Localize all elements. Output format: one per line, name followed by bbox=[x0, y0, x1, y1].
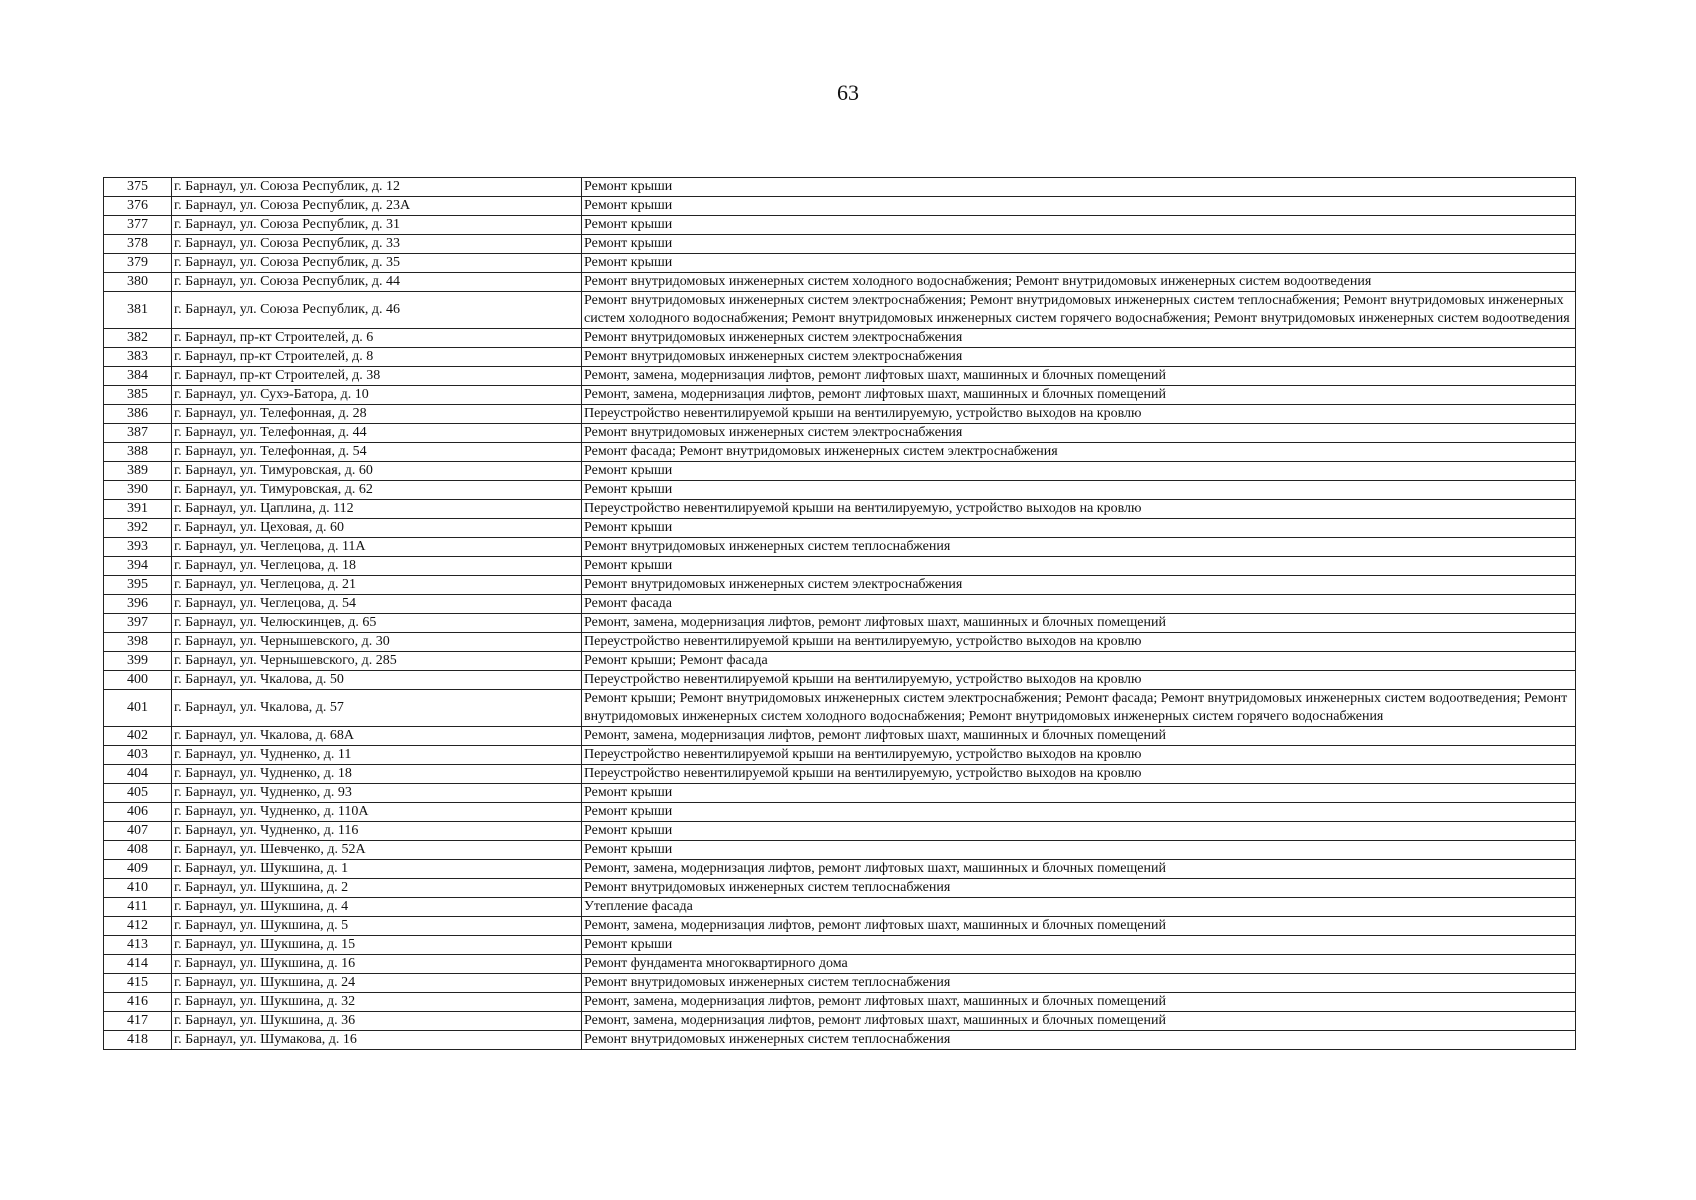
address-cell: г. Барнаул, ул. Чкалова, д. 57 bbox=[172, 690, 582, 727]
row-number-cell: 386 bbox=[104, 405, 172, 424]
row-number-cell: 403 bbox=[104, 746, 172, 765]
row-number-cell: 402 bbox=[104, 727, 172, 746]
row-number-cell: 410 bbox=[104, 879, 172, 898]
work-type-cell: Ремонт внутридомовых инженерных систем электроснабжения bbox=[582, 348, 1576, 367]
address-cell: г. Барнаул, ул. Шукшина, д. 15 bbox=[172, 936, 582, 955]
table-row bbox=[104, 254, 1576, 273]
work-type-cell: Переустройство невентилируемой крыши на вентилируемую, устройство выходов на кровлю bbox=[582, 746, 1576, 765]
address-cell: г. Барнаул, ул. Чеглецова, д. 11А bbox=[172, 538, 582, 557]
work-type-cell: Ремонт внутридомовых инженерных систем электроснабжения bbox=[582, 576, 1576, 595]
row-number-cell: 417 bbox=[104, 1012, 172, 1031]
table-row bbox=[104, 329, 1576, 348]
table-row bbox=[104, 671, 1576, 690]
table-row bbox=[104, 519, 1576, 538]
work-type-cell: Ремонт внутридомовых инженерных систем электроснабжения bbox=[582, 424, 1576, 443]
table-row bbox=[104, 974, 1576, 993]
work-type-cell: Переустройство невентилируемой крыши на вентилируемую, устройство выходов на кровлю bbox=[582, 500, 1576, 519]
work-type-cell: Ремонт крыши bbox=[582, 216, 1576, 235]
row-number-cell: 381 bbox=[104, 292, 172, 329]
work-type-cell: Переустройство невентилируемой крыши на вентилируемую, устройство выходов на кровлю bbox=[582, 671, 1576, 690]
table-row bbox=[104, 367, 1576, 386]
row-number-cell: 380 bbox=[104, 273, 172, 292]
address-cell: г. Барнаул, ул. Шукшина, д. 24 bbox=[172, 974, 582, 993]
work-type-cell: Утепление фасада bbox=[582, 898, 1576, 917]
work-type-cell: Ремонт, замена, модернизация лифтов, ремонт лифтовых шахт, машинных и блочных помещений bbox=[582, 614, 1576, 633]
row-number-cell: 392 bbox=[104, 519, 172, 538]
address-cell: г. Барнаул, ул. Союза Республик, д. 44 bbox=[172, 273, 582, 292]
work-type-cell: Ремонт крыши; Ремонт внутридомовых инженерных систем электроснабжения; Ремонт фасада; Ремонт внутридомовых инженерных систем водоотведения; Ремонт внутридомовых инженерных систем холодного водоснабжения; Ремонт внутридомовых инженерных систем горячего водоснабжения bbox=[582, 690, 1576, 727]
table-row bbox=[104, 879, 1576, 898]
row-number-cell: 396 bbox=[104, 595, 172, 614]
work-type-cell: Ремонт, замена, модернизация лифтов, ремонт лифтовых шахт, машинных и блочных помещений bbox=[582, 917, 1576, 936]
row-number-cell: 379 bbox=[104, 254, 172, 273]
table-row bbox=[104, 765, 1576, 784]
address-cell: г. Барнаул, ул. Чеглецова, д. 54 bbox=[172, 595, 582, 614]
table-row bbox=[104, 614, 1576, 633]
address-cell: г. Барнаул, ул. Телефонная, д. 54 bbox=[172, 443, 582, 462]
row-number-cell: 408 bbox=[104, 841, 172, 860]
row-number-cell: 416 bbox=[104, 993, 172, 1012]
table-row bbox=[104, 348, 1576, 367]
address-cell: г. Барнаул, ул. Шукшина, д. 1 bbox=[172, 860, 582, 879]
address-cell: г. Барнаул, ул. Чернышевского, д. 285 bbox=[172, 652, 582, 671]
address-cell: г. Барнаул, ул. Чудненко, д. 110А bbox=[172, 803, 582, 822]
work-type-cell: Ремонт внутридомовых инженерных систем электроснабжения; Ремонт внутридомовых инженерных систем теплоснабжения; Ремонт внутридомовых инженерных систем холодного водоснабжения; Ремонт внутридомовых инженерных систем горячего водоснабжения; Ремонт внутридомовых инженерных систем водоотведения bbox=[582, 292, 1576, 329]
row-number-cell: 378 bbox=[104, 235, 172, 254]
row-number-cell: 387 bbox=[104, 424, 172, 443]
table-row bbox=[104, 860, 1576, 879]
address-cell: г. Барнаул, ул. Челюскинцев, д. 65 bbox=[172, 614, 582, 633]
row-number-cell: 393 bbox=[104, 538, 172, 557]
row-number-cell: 375 bbox=[104, 178, 172, 197]
table-row bbox=[104, 784, 1576, 803]
table-row bbox=[104, 898, 1576, 917]
table-row bbox=[104, 727, 1576, 746]
row-number-cell: 399 bbox=[104, 652, 172, 671]
row-number-cell: 391 bbox=[104, 500, 172, 519]
work-type-cell: Ремонт крыши bbox=[582, 841, 1576, 860]
table-row bbox=[104, 424, 1576, 443]
work-type-cell: Ремонт крыши bbox=[582, 254, 1576, 273]
address-cell: г. Барнаул, пр-кт Строителей, д. 6 bbox=[172, 329, 582, 348]
work-type-cell: Переустройство невентилируемой крыши на вентилируемую, устройство выходов на кровлю bbox=[582, 405, 1576, 424]
work-type-cell: Ремонт крыши bbox=[582, 235, 1576, 254]
address-cell: г. Барнаул, ул. Чудненко, д. 11 bbox=[172, 746, 582, 765]
work-type-cell: Ремонт внутридомовых инженерных систем электроснабжения bbox=[582, 329, 1576, 348]
table-row bbox=[104, 273, 1576, 292]
table-row bbox=[104, 841, 1576, 860]
table-row bbox=[104, 443, 1576, 462]
address-cell: г. Барнаул, ул. Чеглецова, д. 21 bbox=[172, 576, 582, 595]
work-type-cell: Ремонт крыши bbox=[582, 197, 1576, 216]
table-row bbox=[104, 405, 1576, 424]
address-cell: г. Барнаул, ул. Цаплина, д. 112 bbox=[172, 500, 582, 519]
address-cell: г. Барнаул, ул. Шевченко, д. 52А bbox=[172, 841, 582, 860]
address-cell: г. Барнаул, ул. Чкалова, д. 50 bbox=[172, 671, 582, 690]
row-number-cell: 398 bbox=[104, 633, 172, 652]
table-row bbox=[104, 178, 1576, 197]
table-row bbox=[104, 292, 1576, 329]
work-type-cell: Ремонт, замена, модернизация лифтов, ремонт лифтовых шахт, машинных и блочных помещений bbox=[582, 367, 1576, 386]
work-type-cell: Ремонт внутридомовых инженерных систем теплоснабжения bbox=[582, 538, 1576, 557]
address-cell: г. Барнаул, ул. Шукшина, д. 4 bbox=[172, 898, 582, 917]
table-row bbox=[104, 746, 1576, 765]
address-cell: г. Барнаул, ул. Телефонная, д. 44 bbox=[172, 424, 582, 443]
table-row bbox=[104, 822, 1576, 841]
row-number-cell: 384 bbox=[104, 367, 172, 386]
row-number-cell: 400 bbox=[104, 671, 172, 690]
works-table bbox=[103, 177, 1576, 1050]
work-type-cell: Ремонт, замена, модернизация лифтов, ремонт лифтовых шахт, машинных и блочных помещений bbox=[582, 727, 1576, 746]
table-row bbox=[104, 803, 1576, 822]
page-number: 63 bbox=[837, 80, 859, 105]
address-cell: г. Барнаул, ул. Чудненко, д. 18 bbox=[172, 765, 582, 784]
row-number-cell: 404 bbox=[104, 765, 172, 784]
row-number-cell: 385 bbox=[104, 386, 172, 405]
work-type-cell: Ремонт внутридомовых инженерных систем теплоснабжения bbox=[582, 974, 1576, 993]
address-cell: г. Барнаул, ул. Союза Республик, д. 33 bbox=[172, 235, 582, 254]
address-cell: г. Барнаул, ул. Тимуровская, д. 62 bbox=[172, 481, 582, 500]
row-number-cell: 418 bbox=[104, 1031, 172, 1050]
table-row bbox=[104, 955, 1576, 974]
work-type-cell: Ремонт внутридомовых инженерных систем теплоснабжения bbox=[582, 879, 1576, 898]
address-cell: г. Барнаул, пр-кт Строителей, д. 38 bbox=[172, 367, 582, 386]
row-number-cell: 389 bbox=[104, 462, 172, 481]
table-row bbox=[104, 386, 1576, 405]
work-type-cell: Ремонт фасада bbox=[582, 595, 1576, 614]
work-type-cell: Ремонт фундамента многоквартирного дома bbox=[582, 955, 1576, 974]
row-number-cell: 394 bbox=[104, 557, 172, 576]
work-type-cell: Ремонт крыши bbox=[582, 519, 1576, 538]
row-number-cell: 414 bbox=[104, 955, 172, 974]
work-type-cell: Ремонт, замена, модернизация лифтов, ремонт лифтовых шахт, машинных и блочных помещений bbox=[582, 860, 1576, 879]
address-cell: г. Барнаул, ул. Союза Республик, д. 31 bbox=[172, 216, 582, 235]
row-number-cell: 412 bbox=[104, 917, 172, 936]
table-row bbox=[104, 216, 1576, 235]
work-type-cell: Ремонт крыши; Ремонт фасада bbox=[582, 652, 1576, 671]
row-number-cell: 413 bbox=[104, 936, 172, 955]
row-number-cell: 397 bbox=[104, 614, 172, 633]
address-cell: г. Барнаул, ул. Сухэ-Батора, д. 10 bbox=[172, 386, 582, 405]
row-number-cell: 415 bbox=[104, 974, 172, 993]
address-cell: г. Барнаул, ул. Союза Республик, д. 12 bbox=[172, 178, 582, 197]
work-type-cell: Ремонт крыши bbox=[582, 936, 1576, 955]
address-cell: г. Барнаул, ул. Союза Республик, д. 35 bbox=[172, 254, 582, 273]
row-number-cell: 390 bbox=[104, 481, 172, 500]
row-number-cell: 405 bbox=[104, 784, 172, 803]
row-number-cell: 406 bbox=[104, 803, 172, 822]
work-type-cell: Переустройство невентилируемой крыши на вентилируемую, устройство выходов на кровлю bbox=[582, 633, 1576, 652]
table-row bbox=[104, 1012, 1576, 1031]
address-cell: г. Барнаул, ул. Шукшина, д. 5 bbox=[172, 917, 582, 936]
address-cell: г. Барнаул, ул. Союза Республик, д. 23А bbox=[172, 197, 582, 216]
row-number-cell: 401 bbox=[104, 690, 172, 727]
address-cell: г. Барнаул, ул. Чудненко, д. 116 bbox=[172, 822, 582, 841]
work-type-cell: Переустройство невентилируемой крыши на вентилируемую, устройство выходов на кровлю bbox=[582, 765, 1576, 784]
work-type-cell: Ремонт крыши bbox=[582, 481, 1576, 500]
row-number-cell: 411 bbox=[104, 898, 172, 917]
address-cell: г. Барнаул, ул. Чеглецова, д. 18 bbox=[172, 557, 582, 576]
address-cell: г. Барнаул, ул. Шукшина, д. 36 bbox=[172, 1012, 582, 1031]
table-row bbox=[104, 993, 1576, 1012]
work-type-cell: Ремонт крыши bbox=[582, 557, 1576, 576]
work-type-cell: Ремонт крыши bbox=[582, 803, 1576, 822]
row-number-cell: 407 bbox=[104, 822, 172, 841]
address-cell: г. Барнаул, ул. Шукшина, д. 32 bbox=[172, 993, 582, 1012]
work-type-cell: Ремонт внутридомовых инженерных систем холодного водоснабжения; Ремонт внутридомовых инженерных систем водоотведения bbox=[582, 273, 1576, 292]
table-row bbox=[104, 1031, 1576, 1050]
row-number-cell: 382 bbox=[104, 329, 172, 348]
address-cell: г. Барнаул, ул. Телефонная, д. 28 bbox=[172, 405, 582, 424]
table-row bbox=[104, 500, 1576, 519]
address-cell: г. Барнаул, ул. Чудненко, д. 93 bbox=[172, 784, 582, 803]
work-type-cell: Ремонт крыши bbox=[582, 462, 1576, 481]
address-cell: г. Барнаул, ул. Чкалова, д. 68А bbox=[172, 727, 582, 746]
work-type-cell: Ремонт крыши bbox=[582, 178, 1576, 197]
row-number-cell: 409 bbox=[104, 860, 172, 879]
row-number-cell: 395 bbox=[104, 576, 172, 595]
work-type-cell: Ремонт фасада; Ремонт внутридомовых инженерных систем электроснабжения bbox=[582, 443, 1576, 462]
work-type-cell: Ремонт, замена, модернизация лифтов, ремонт лифтовых шахт, машинных и блочных помещений bbox=[582, 1012, 1576, 1031]
row-number-cell: 377 bbox=[104, 216, 172, 235]
address-cell: г. Барнаул, ул. Чернышевского, д. 30 bbox=[172, 633, 582, 652]
address-cell: г. Барнаул, ул. Союза Республик, д. 46 bbox=[172, 292, 582, 329]
work-type-cell: Ремонт крыши bbox=[582, 822, 1576, 841]
table-row bbox=[104, 235, 1576, 254]
address-cell: г. Барнаул, ул. Шукшина, д. 2 bbox=[172, 879, 582, 898]
table-row bbox=[104, 197, 1576, 216]
table-row bbox=[104, 576, 1576, 595]
table-row bbox=[104, 481, 1576, 500]
address-cell: г. Барнаул, ул. Шумакова, д. 16 bbox=[172, 1031, 582, 1050]
table-row bbox=[104, 936, 1576, 955]
address-cell: г. Барнаул, ул. Цеховая, д. 60 bbox=[172, 519, 582, 538]
table-row bbox=[104, 557, 1576, 576]
row-number-cell: 388 bbox=[104, 443, 172, 462]
address-cell: г. Барнаул, ул. Шукшина, д. 16 bbox=[172, 955, 582, 974]
table-row bbox=[104, 917, 1576, 936]
address-cell: г. Барнаул, ул. Тимуровская, д. 60 bbox=[172, 462, 582, 481]
table-row bbox=[104, 595, 1576, 614]
row-number-cell: 383 bbox=[104, 348, 172, 367]
table-row bbox=[104, 652, 1576, 671]
row-number-cell: 376 bbox=[104, 197, 172, 216]
work-type-cell: Ремонт, замена, модернизация лифтов, ремонт лифтовых шахт, машинных и блочных помещений bbox=[582, 386, 1576, 405]
table-row bbox=[104, 462, 1576, 481]
table-row bbox=[104, 690, 1576, 727]
table-row bbox=[104, 633, 1576, 652]
address-cell: г. Барнаул, пр-кт Строителей, д. 8 bbox=[172, 348, 582, 367]
work-type-cell: Ремонт внутридомовых инженерных систем теплоснабжения bbox=[582, 1031, 1576, 1050]
works-table-body bbox=[104, 178, 1576, 1050]
work-type-cell: Ремонт крыши bbox=[582, 784, 1576, 803]
work-type-cell: Ремонт, замена, модернизация лифтов, ремонт лифтовых шахт, машинных и блочных помещений bbox=[582, 993, 1576, 1012]
table-row bbox=[104, 538, 1576, 557]
